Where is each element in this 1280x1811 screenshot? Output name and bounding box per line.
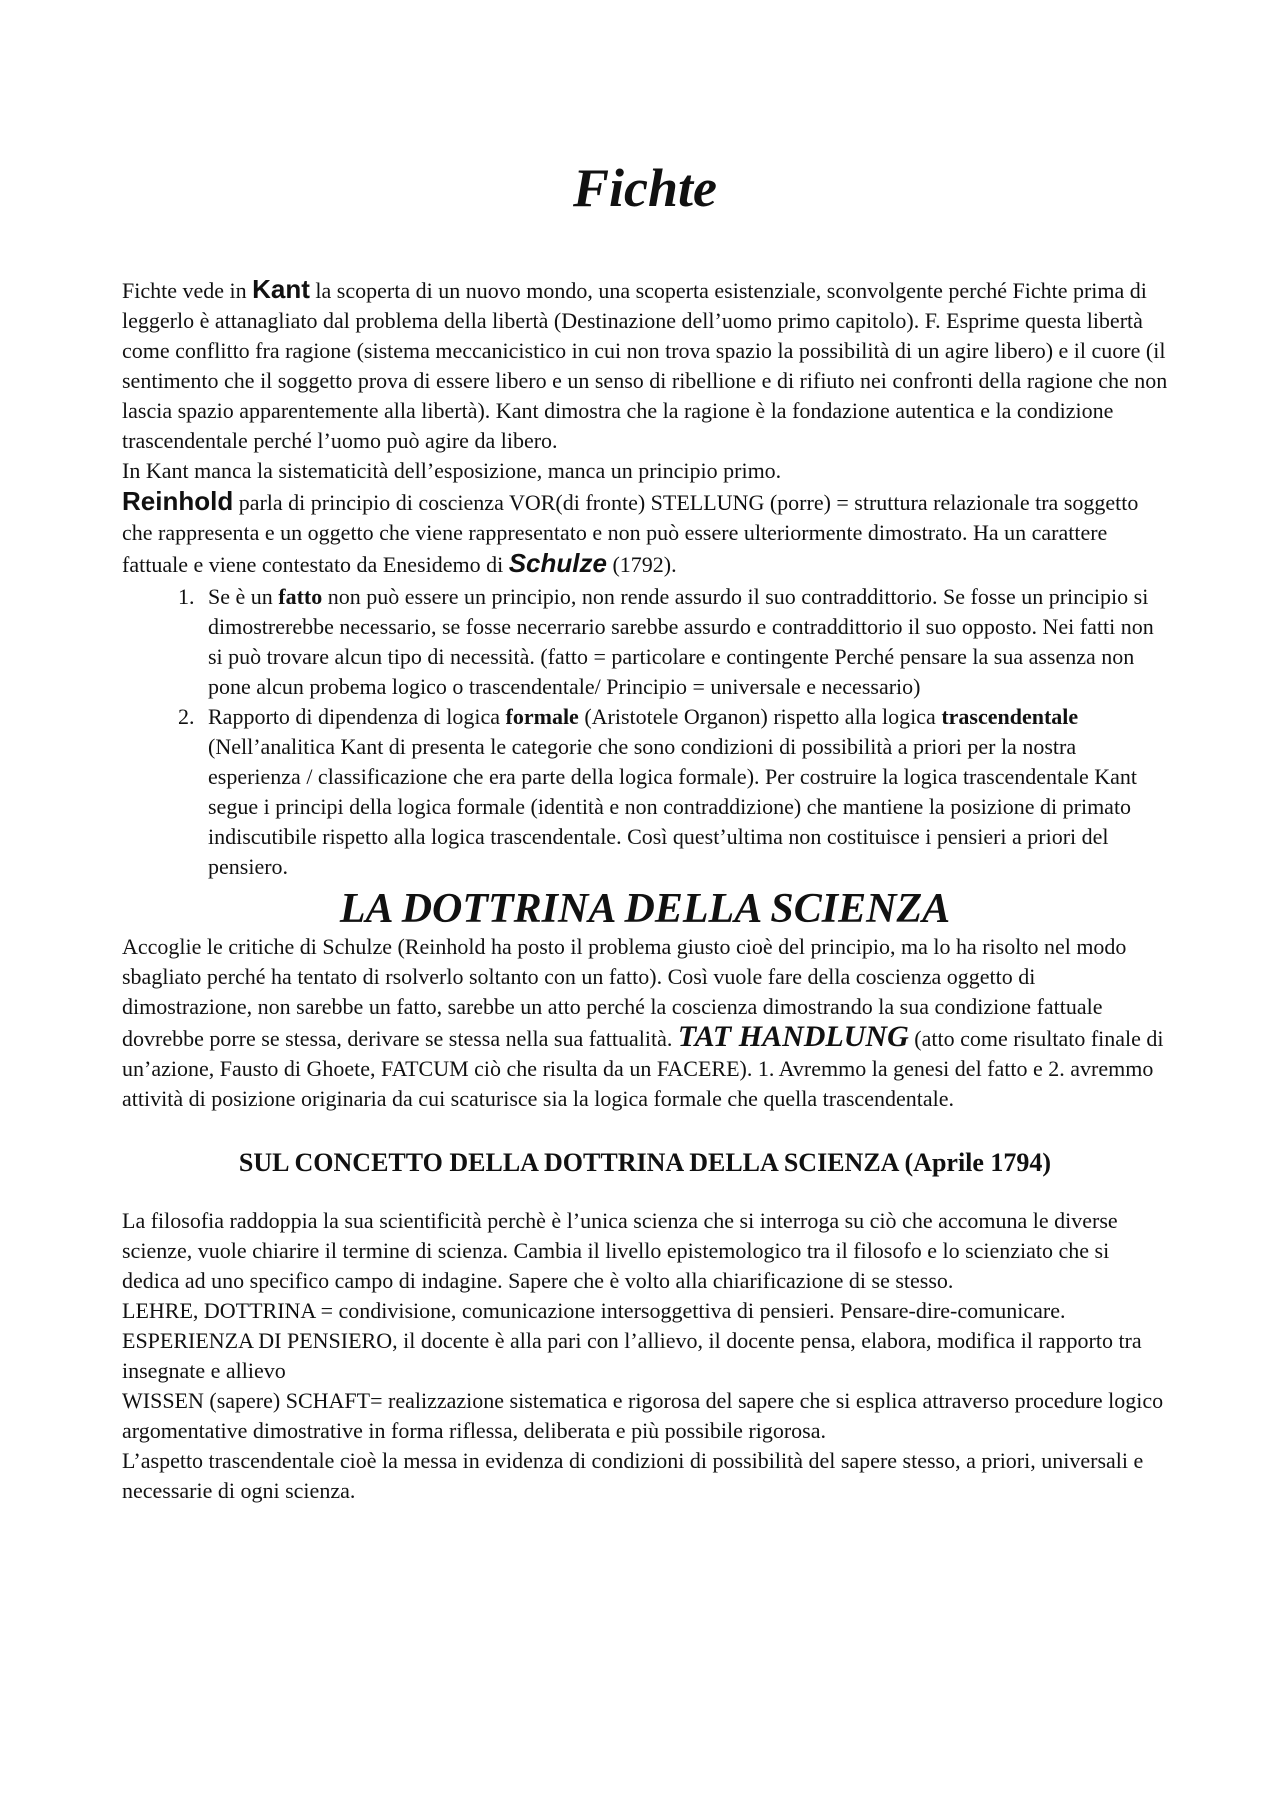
list-item-text: Rapporto di dipendenza di logica bbox=[208, 704, 506, 729]
kant-name: Kant bbox=[252, 274, 310, 304]
numbered-list bbox=[122, 582, 1168, 882]
list-item-bold: fatto bbox=[278, 584, 323, 609]
reinhold-text-2: (1792). bbox=[606, 552, 677, 577]
concetto-paragraph-2: LEHRE, DOTTRINA = condivisione, comunicazione intersoggettiva di pensieri. Pensare-dire-comunicare. ESPERIENZA DI PENSIERO, il docente è alla pari con l’allievo, il docente pensa, elabora, modifica il rapporto tra insegnate e allievo bbox=[122, 1298, 1142, 1383]
section-heading-dottrina: LA DOTTRINA DELLA SCIENZA bbox=[339, 886, 951, 932]
reinhold-name: Reinhold bbox=[122, 486, 234, 516]
list-item-text: Se è un bbox=[208, 584, 279, 609]
reinhold-paragraph bbox=[122, 486, 1168, 580]
list-item bbox=[200, 702, 1168, 882]
tat-handlung: TAT HANDLUNG bbox=[677, 1020, 909, 1053]
concetto-paragraph-4: L’aspetto trascendentale cioè la messa in evidenza di condizioni di possibilità del sapere stesso, a priori, universali e necessarie di ogni scienza. bbox=[122, 1448, 1144, 1503]
list-item bbox=[200, 582, 1168, 702]
intro-text-1: Fichte vede in bbox=[122, 278, 253, 303]
page-title: Fichte bbox=[573, 158, 717, 218]
list-item-text: non può essere un principio, non rende assurdo il suo contraddittorio. Se fosse un principio si dimostrerebbe necessario, se fosse necerrario sarebbe assurdo e contraddittorio il suo opposto. Nei fatti non si può trovare alcun tipo di necessità. (fatto = particolare e contingente Perché pensare la sua assenza non pone alcun probema logico o trascendentale/ Principio = universale e necessario) bbox=[208, 584, 1154, 699]
concetto-paragraph-3: WISSEN (sapere) SCHAFT= realizzazione sistematica e rigorosa del sapere che si esplica attraverso procedure logico argomentative dimostrative in forma riflessa, deliberata e più possibile rigorosa. bbox=[122, 1388, 1164, 1443]
list-item-text: (Aristotele Organon) rispetto alla logica bbox=[578, 704, 942, 729]
list-item-text: (Nell’analitica Kant di presenta le categorie che sono condizioni di possibilità a priori per la nostra esperienza / classificazione che era parte della logica formale). Per costruire la logica trascendentale Kant segue i principi della logica formale (identità e non contraddizione) che mantiene la posizione di primato indiscutibile rispetto alla logica trascendentale. Così quest’ultima non costituisce i pensieri a priori del pensiero. bbox=[208, 734, 1138, 879]
intro-line-2: In Kant manca la sistematicità dell’esposizione, manca un principio primo. bbox=[122, 458, 782, 483]
reinhold-text-1: parla di principio di coscienza VOR(di fronte) STELLUNG (porre) = struttura relazionale tra soggetto che rappresenta e un oggetto che viene rappresentato e non può essere ulteriormente dimostrato. Ha un carattere fattuale e viene contestato da Enesidemo di bbox=[122, 490, 1139, 577]
list-item-bold: formale bbox=[505, 704, 579, 729]
dottrina-text-2: (atto come risultato finale di un’azione, Fausto di Ghoete, FATCUM ciò che risulta da un FACERE). 1. Avremmo la genesi del fatto e 2. avremmo attività di posizione originaria da cui scaturisce sia la logica formale che quella trascendentale. bbox=[122, 1026, 1164, 1111]
section-heading-concetto: SUL CONCETTO DELLA DOTTRINA DELLA SCIENZA (Aprile 1794) bbox=[238, 1148, 1052, 1177]
list-item-bold: trascendentale bbox=[941, 704, 1079, 729]
dottrina-paragraph bbox=[122, 932, 1168, 1114]
intro-paragraph bbox=[122, 274, 1168, 456]
concetto-paragraph-1: La filosofia raddoppia la sua scientificità perchè è l’unica scienza che si interroga su ciò che accomuna le diverse scienze, vuole chiarire il termine di scienza. Cambia il livello epistemologico tra il filosofo e lo scienziato che si dedica ad uno specifico campo di indagine. Sapere che è volto alla chiarificazione di se stesso. bbox=[122, 1208, 1118, 1293]
dottrina-text-1: Accoglie le critiche di Schulze (Reinhold ha posto il problema giusto cioè del principio, ma lo ha risolto nel modo sbagliato perché ha tentato di rsolverlo soltanto con un fatto). Così vuole fare della coscienza oggetto di dimostrazione, non sarebbe un fatto, sarebbe un atto perché la coscienza dimostrando la sua condizione fattuale dovrebbe porre se stessa, derivare se stessa nella sua fattualità. bbox=[122, 934, 1127, 1051]
schulze-name: Schulze bbox=[508, 548, 607, 578]
intro-text-2: la scoperta di un nuovo mondo, una scoperta esistenziale, sconvolgente perché Fichte prima di leggerlo è attanagliato dal problema della libertà (Destinazione dell’uomo primo capitolo). F. Esprime questa libertà come conflitto fra ragione (sistema meccanicistico in cui non trova spazio la possibilità di un agire libero) e il cuore (il sentimento che il soggetto prova di essere libero e un senso di ribellione e di rifiuto nei confronti della ragione che non lascia spazio apparentemente alla libertà). Kant dimostra che la ragione è la fondazione autentica e la condizione trascendentale perché l’uomo può agire da libero. bbox=[122, 278, 1168, 453]
